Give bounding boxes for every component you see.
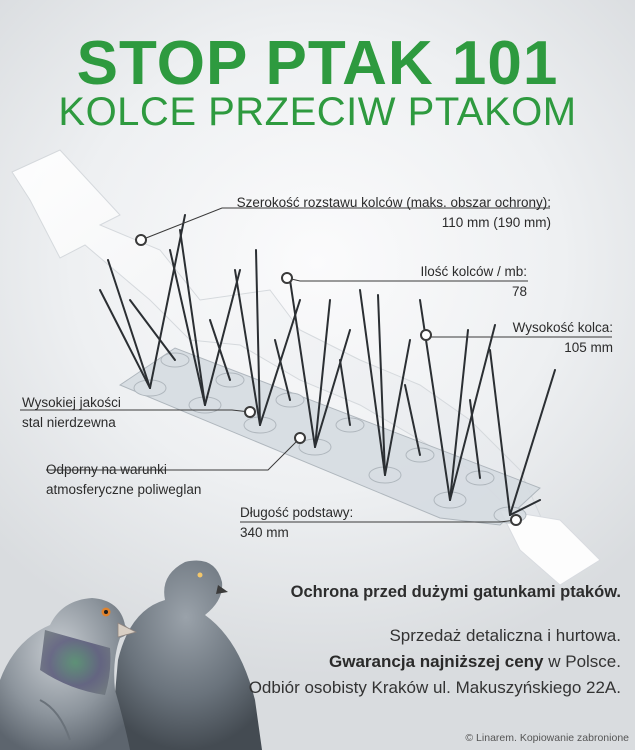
spec-poly-line1: Odporny na warunki	[46, 462, 167, 477]
spec-width	[237, 193, 551, 233]
spec-height-value: 105 mm	[564, 340, 613, 355]
spec-width-label: Szerokość rozstawu kolców (maks. obszar ochrony):	[236, 195, 551, 210]
guarantee-bold: Gwarancja najniższej ceny	[329, 652, 544, 671]
spec-count	[420, 262, 527, 302]
protection-headline: Ochrona przed dużymi gatunkami ptaków.	[290, 583, 621, 601]
spec-base	[240, 503, 353, 543]
spec-steel	[22, 393, 121, 433]
guarantee-rest: w Polsce.	[543, 652, 621, 671]
spec-poly-line2: atmosferyczne poliweglan	[46, 482, 202, 497]
guarantee-line	[329, 649, 621, 675]
copyright-notice: © Linarem. Kopiowanie zabronione	[465, 732, 629, 744]
spec-width-value: 110 mm (190 mm)	[441, 215, 551, 230]
spec-count-label: Ilość kolców / mb:	[420, 264, 527, 279]
page-subtitle: KOLCE PRZECIW PTAKOM	[58, 90, 577, 134]
pigeons-image	[0, 561, 262, 750]
spec-steel-line2: stal nierdzewna	[22, 415, 116, 430]
page-title: STOP PTAK 101	[76, 29, 559, 98]
spec-height	[513, 318, 613, 358]
spec-height-label: Wysokość kolca:	[512, 320, 613, 335]
spec-polycarbonate	[46, 460, 201, 500]
spec-steel-line1: Wysokiej jakości	[22, 395, 121, 410]
spec-base-value: 340 mm	[240, 525, 289, 540]
spec-base-label: Długość podstawy:	[240, 505, 354, 520]
spec-count-value: 78	[511, 284, 527, 299]
pickup-line: Odbiór osobisty Kraków ul. Makuszyńskiego 22A.	[248, 678, 621, 697]
sales-line: Sprzedaż detaliczna i hurtowa.	[389, 626, 621, 645]
